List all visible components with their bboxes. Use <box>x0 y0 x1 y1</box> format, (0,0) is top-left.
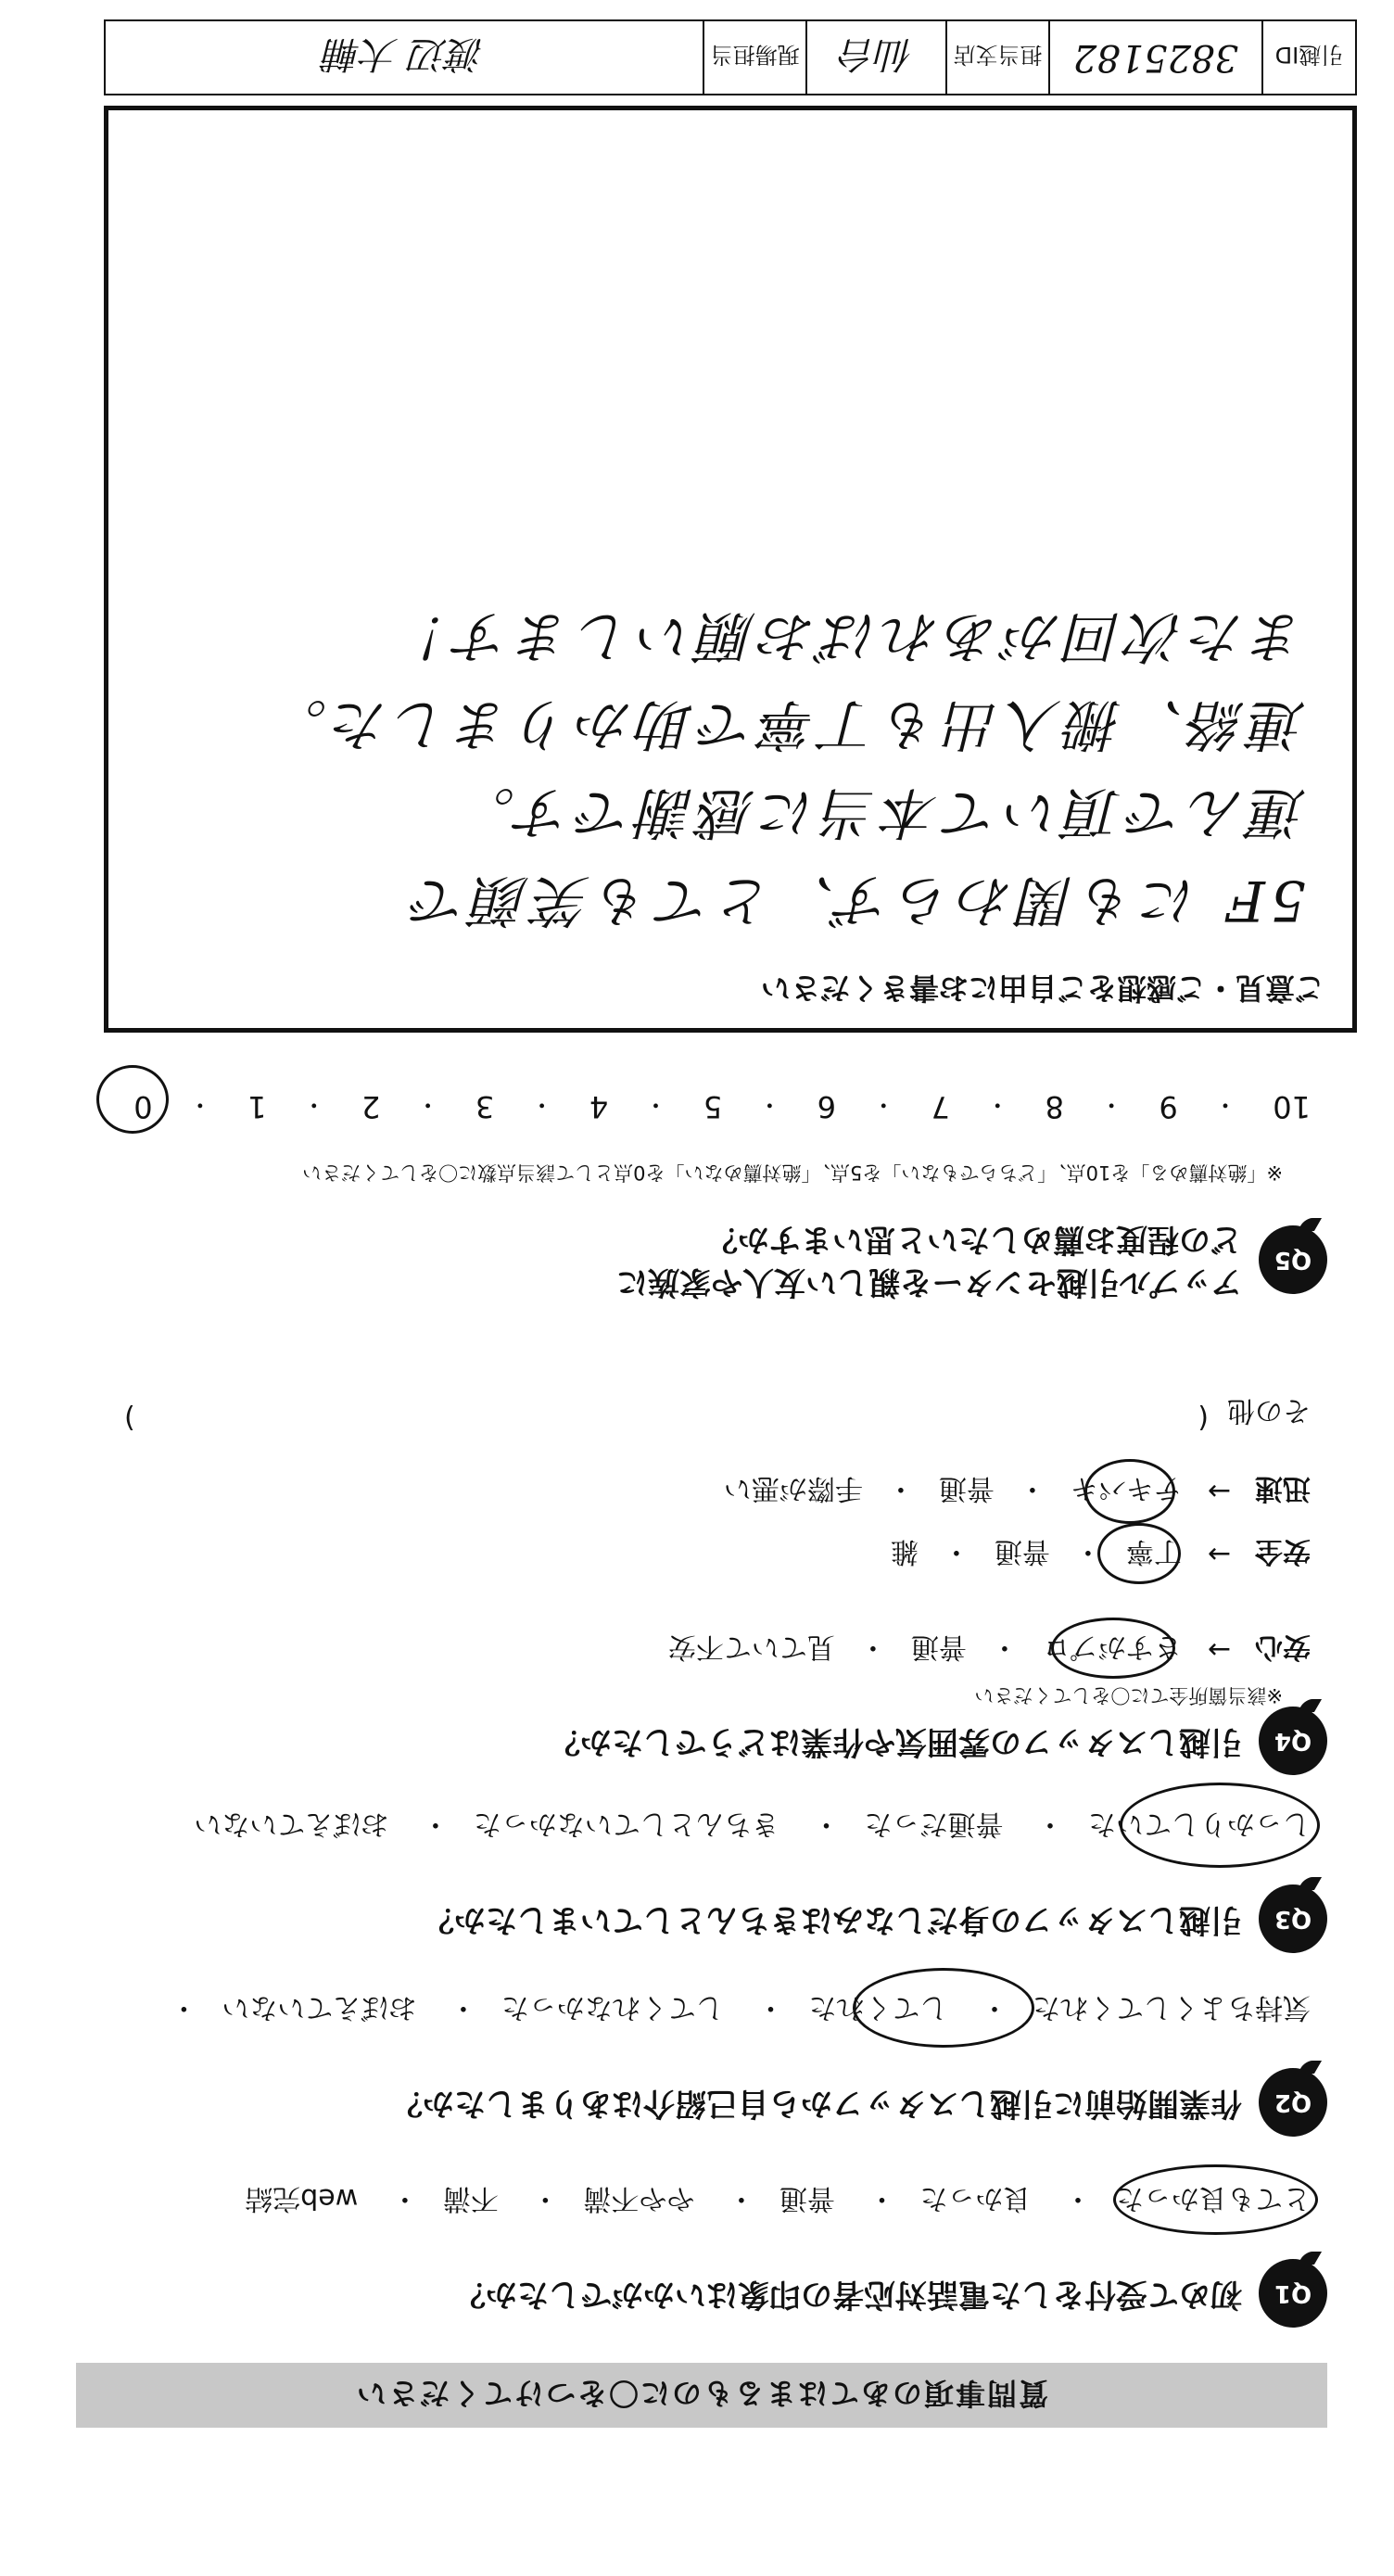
selection-circle <box>1097 1523 1181 1584</box>
question-3 <box>423 1884 1327 1953</box>
rating-scale: 10 ・ 9 ・ 8 ・ 7 ・ 6 ・ 5 ・ 4 ・ 3 ・ 2 ・ 1 ・ 0 <box>133 1089 1311 1124</box>
scale-value[interactable]: 3 <box>475 1089 495 1124</box>
handwritten-line: 運んで頂いて本当に感謝です。 <box>453 780 1306 844</box>
handwritten-line: また次回があればお願いします！ <box>388 603 1306 668</box>
scale-value[interactable]: 10 <box>1273 1089 1311 1124</box>
selection-circle <box>96 1065 169 1134</box>
instruction-banner: 質問事項のあてはまるものに〇をつけてください <box>76 2363 1327 2428</box>
question-5 <box>616 1217 1327 1302</box>
id-row <box>104 19 1357 95</box>
question-4 <box>549 1707 1327 1775</box>
branch-label: 担当支店 <box>945 21 1048 94</box>
handwritten-line: 連絡、搬入出も丁寧で助かりました。 <box>266 692 1306 756</box>
option[interactable]: 雑 <box>890 1535 919 1567</box>
staff-signature: 渡辺 大輔 <box>323 32 485 76</box>
question-text: 引越しスタッフの身だしなみはきちんとしていましたか？ <box>423 1900 1242 1938</box>
scale-value[interactable]: 1 <box>247 1089 267 1124</box>
selection-circle <box>1120 1783 1320 1868</box>
scale-value[interactable]: 4 <box>589 1089 609 1124</box>
option[interactable]: 手際が悪い <box>723 1472 863 1504</box>
question-badge: Q4 <box>1259 1707 1327 1775</box>
option[interactable]: おぼえていない <box>222 1991 417 2024</box>
staff-label: 現場担当 <box>703 21 805 94</box>
option[interactable]: きちんとしていなかった <box>473 1808 779 1840</box>
option[interactable]: しっかりしていた <box>1088 1808 1311 1840</box>
option[interactable]: とても良かった <box>1116 2182 1311 2214</box>
option[interactable]: テキパキ <box>1070 1472 1182 1504</box>
q1-options: とても良かった・ 良かった・ 普通・ やや不満・ 不満・ web完結 <box>245 2181 1311 2222</box>
option[interactable]: さすがプロ <box>1042 1631 1182 1663</box>
option[interactable]: 普通 <box>779 2182 835 2214</box>
scale-value[interactable]: 5 <box>703 1089 723 1124</box>
q5-note: ※「絶対薦める」を10点、「どちらでもない」を5点、「絶対薦めない」を0点として該当点数に〇をしてください <box>302 1161 1283 1184</box>
comment-box[interactable] <box>104 106 1357 1033</box>
option[interactable]: 見ていて不安 <box>667 1631 835 1663</box>
scale-value[interactable]: 2 <box>361 1089 381 1124</box>
comment-title: ご意見・ご感想をご自由にお書きください <box>760 971 1324 1006</box>
option[interactable]: 普通 <box>910 1631 967 1663</box>
question-text: 作業開始前に引越しスタッフから自己紹介はありましたか？ <box>391 2084 1242 2122</box>
option[interactable]: やや不満 <box>583 2182 695 2214</box>
q4-row-jinsoku: 迅速 → テキパキ ・ 普通 ・ 手際が悪い <box>724 1471 1311 1512</box>
option[interactable]: 普通 <box>938 1472 995 1504</box>
q2-options: 気持ちよくしてくれた・ してくれた・ してくれなかった・ おぼえていない・ <box>137 1990 1311 2031</box>
option[interactable]: 普通 <box>994 1535 1050 1567</box>
question-badge: Q5 <box>1259 1225 1327 1294</box>
option[interactable]: してくれなかった <box>501 1991 724 2024</box>
question-badge: Q3 <box>1259 1884 1327 1953</box>
question-badge: Q1 <box>1259 2259 1327 2328</box>
question-text: 引越しスタッフの雰囲気や作業はどうでしたか？ <box>549 1722 1242 1760</box>
q4-row-anshin: 安心 → さすがプロ ・ 普通 ・ 見ていて不安 <box>668 1630 1311 1670</box>
option[interactable]: 普通だった <box>864 1808 1004 1840</box>
scale-value[interactable]: 0 <box>133 1089 153 1124</box>
selection-circle <box>1113 2164 1318 2235</box>
option[interactable]: 丁寧 <box>1125 1535 1182 1567</box>
question-1 <box>454 2259 1327 2328</box>
question-text-line: どの程度お薦めしたいと思いますか？ <box>706 1221 1242 1259</box>
option[interactable]: 不満 <box>442 2182 499 2214</box>
q3-options: しっかりしていた・ 普通だった・ きちんとしていなかった・ おぼえていない <box>194 1807 1311 1847</box>
id-value: 3825182 <box>1048 21 1261 94</box>
q4-other-row: その他 ( ) <box>124 1394 1311 1434</box>
selection-circle <box>1084 1459 1175 1524</box>
id-label: 引越ID <box>1261 21 1355 94</box>
scale-value[interactable]: 9 <box>1159 1089 1178 1124</box>
option[interactable]: web完結 <box>245 2182 359 2214</box>
option[interactable]: 気持ちよくしてくれた <box>1033 1991 1311 2024</box>
q4-note: ※該当箇所全てに〇をしてください <box>974 1684 1283 1707</box>
selection-circle <box>853 1968 1034 2048</box>
branch-value: 仙台 <box>805 21 945 94</box>
option[interactable]: 良かった <box>919 2182 1032 2214</box>
question-text: 初めて受付をした電話対応者の印象はいかがでしたか？ <box>454 2275 1242 2313</box>
scale-value[interactable]: 6 <box>817 1089 837 1124</box>
question-2 <box>391 2068 1327 2137</box>
option[interactable]: おぼえていない <box>194 1808 389 1840</box>
handwritten-line: 5F にも関わらず、とても笑顔で <box>406 868 1306 933</box>
q4-row-anzen: 安全 → 丁寧 ・ 普通 ・ 雑 <box>891 1534 1311 1575</box>
question-badge: Q2 <box>1259 2068 1327 2137</box>
selection-circle <box>1051 1618 1175 1679</box>
scale-value[interactable]: 8 <box>1045 1089 1064 1124</box>
question-text-line: アップル引越センターを親しい友人や家族に <box>616 1263 1242 1301</box>
scale-value[interactable]: 7 <box>931 1089 950 1124</box>
option[interactable]: してくれた <box>808 1991 948 2024</box>
